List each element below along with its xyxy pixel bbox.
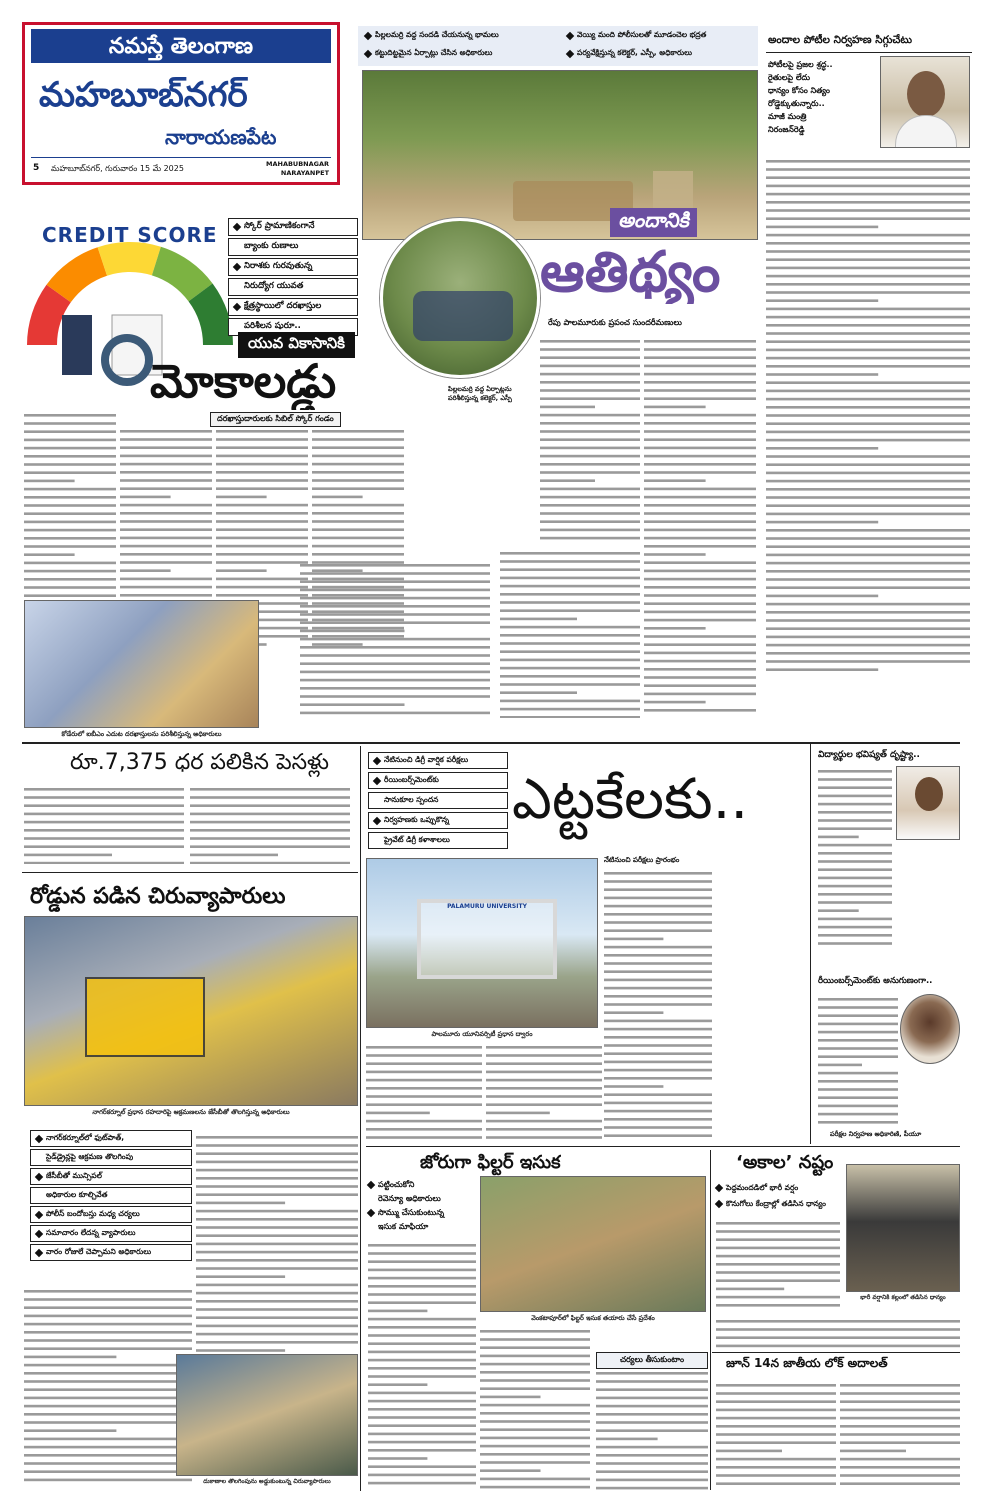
- beauty-story-col-2: [644, 336, 756, 716]
- beauty-headline: ఆతిథ్యం: [540, 240, 721, 304]
- paddy-bullet-3: ధాన్యం కోసం నిత్యం: [768, 86, 830, 95]
- degree-bullet-2: రీయింబర్స్‌మెంట్‌కు: [368, 772, 508, 789]
- official-photo-2: [900, 994, 960, 1064]
- students-title: విద్యార్థుల భవిష్యత్‌ దృష్ట్యా..: [818, 750, 920, 760]
- masthead-brand: నమస్తే తెలంగాణ: [31, 29, 331, 63]
- niranjan-reddy-photo: [880, 56, 970, 148]
- sand-bullet-2: రెవెన్యూ అధికారులు: [378, 1194, 441, 1203]
- security-story: [300, 560, 490, 720]
- students-sub: రీయింబర్స్‌మెంట్‌కు అనుగుణంగా..: [818, 976, 933, 986]
- jcb-demolition-photo: [24, 916, 358, 1106]
- credit-bullet-1: స్కోర్‌ ప్రామాణికంగానే: [228, 218, 358, 236]
- filter-sand-photo: [480, 1176, 706, 1312]
- vendors-bullet-7: వారం రోజులే చెప్పామని అధికారులు: [30, 1244, 192, 1261]
- masthead-edition: మహబూబ్‌నగర్: [39, 75, 248, 115]
- sand-box: చర్యలు తీసుకుంటాం: [596, 1352, 708, 1369]
- vendors-bullet-1: నాగర్‌కర్నూల్‌లో ఫుట్‌పాత్‌,: [30, 1130, 192, 1147]
- sand-photo-caption: వెంకటాపూర్‌లో ఫిల్టర్‌ ఇసుక తయారు చేసే ప్రదేశం: [531, 1314, 655, 1322]
- paddy-bullet-6: నిరంజన్‌రెడ్డి: [768, 125, 805, 134]
- paddy-bullet-2: రైతులపై లేదు: [768, 73, 810, 82]
- kodair-inspection-photo: [24, 600, 259, 728]
- beauty-subline: రేపు పాలమూరుకు ప్రపంచ సుందరీమణులు: [548, 318, 682, 327]
- vendors-col-2: [24, 1286, 192, 1486]
- rain-bullet-2: కొనుగోలు కేంద్రాల్లో తడిసిన ధాన్యం: [716, 1196, 936, 1212]
- degree-bullet-4: నిర్వహణకు ఒప్పుకొన్న: [368, 812, 508, 829]
- credit-kicker: యువ వికాసానికి: [238, 332, 355, 358]
- palamuru-university-photo: [366, 858, 598, 1028]
- students-col-1: [818, 766, 892, 946]
- dateline: మహబూబ్‌నగర్, గురువారం 15 మే 2025: [51, 164, 184, 173]
- adalat-col-2: [840, 1380, 960, 1490]
- beauty-story-col-3: [500, 548, 640, 718]
- top-bullets: [358, 26, 758, 66]
- credit-bullet-3: నిరాశకు గురవుతున్న: [228, 258, 358, 276]
- degree-bullets: [368, 752, 508, 852]
- sand-bullet-1: పట్టించుకోని: [368, 1178, 478, 1192]
- masthead: [22, 22, 340, 185]
- vendors-headline: రోడ్డున పడిన చిరువ్యాపారులు: [30, 883, 286, 909]
- adalat-col-1: [716, 1380, 836, 1490]
- degree-bullet-1: నేటినుంచి డిగ్రీ వార్షిక పరీక్షలు: [368, 752, 508, 769]
- credit-strap: దరఖాస్తుదారులకు సిబిల్‌ స్కోర్‌ గండం: [210, 412, 341, 427]
- vendors-col-1: [196, 1132, 358, 1362]
- credit-photo-caption: కోడేరులో ఐబీఎం ఎదుట దరఖాస్తులను పరిశీలిస్తున్న అధికారులు: [61, 730, 222, 738]
- sand-bullet-3: సొమ్ము చేసుకుంటున్న: [368, 1206, 478, 1220]
- sand-col-2: [480, 1326, 590, 1490]
- degree-col-2: [486, 1042, 602, 1142]
- sand-bullet-4: ఇసుక మాఫియా: [378, 1222, 429, 1231]
- vendors-bullet-3: జేసీబీతో మున్సిపల్‌: [30, 1168, 192, 1185]
- credit-bullets: [228, 218, 358, 338]
- rain-col-2: [716, 1316, 960, 1348]
- sand-bullets: [368, 1178, 478, 1234]
- vendors-bullet-6: సమాచారం లేదన్న వ్యాపారులు: [30, 1225, 192, 1242]
- collector-inspection-photo: [380, 218, 540, 378]
- sand-col-1: [368, 1240, 476, 1490]
- credit-bullet-5: క్షేత్రస్థాయిలో దరఖాస్తుల: [228, 298, 358, 316]
- vendors-bullet-4: అధికారుల కూల్చివేత: [30, 1187, 192, 1204]
- page-number: 5: [33, 163, 40, 173]
- sand-col-3: [596, 1368, 708, 1490]
- beauty-tag: అందానికి: [610, 208, 697, 237]
- paddy-bullets: [768, 58, 878, 136]
- rain-col-1: [716, 1218, 840, 1314]
- beauty-story-col-1: [540, 336, 640, 544]
- sand-headline: జోరుగా ఫిల్టర్‌ ఇసుక: [420, 1152, 561, 1173]
- paddy-bullet-4: రోడ్డెక్కుతున్నారు..: [768, 99, 825, 108]
- beauty-photo-caption: పిల్లలమర్రి వద్ద ఏర్పాట్లను పరిశీలిస్తున్న కలెక్టర్‌, ఎస్పీ: [448, 385, 512, 402]
- paddy-bullet-1: పోటీలపై ప్రజల శ్రద్ధ..: [768, 60, 833, 69]
- official-photo-1: [896, 766, 960, 840]
- groundnut-headline: రూ.7,375 ధర పలికిన పెసళ్లు: [70, 750, 329, 775]
- edition-en-1: MAHABUBNAGAR: [266, 160, 329, 168]
- top-bullet-4: పర్యవేక్షిస్తున్న కలెక్టర్‌, ఎస్పీ, అధికారులు: [562, 46, 758, 61]
- degree-bullet-5: ప్రైవేట్‌ డిగ్రీ కళాశాలలు: [368, 832, 508, 849]
- degree-headline: ఎట్టకేలకు..: [512, 767, 749, 832]
- paddy-bullet-5: మాజీ మంత్రి: [768, 112, 807, 121]
- degree-col-3: [604, 868, 712, 1138]
- paddy-story-col-1: [766, 156, 970, 676]
- degree-bullet-3: సానుకూల స్పందన: [368, 792, 508, 809]
- vendors-photo-caption: నాగర్‌కర్నూల్‌ ప్రధాన రహదారిపై ఆక్రమణలను జేసీబీతో తొలగిస్తున్న అధికారులు: [92, 1108, 290, 1116]
- credit-bullet-4: నిరుద్యోగ యువత: [228, 278, 358, 296]
- paddy-title: అందాల పోటీల నిర్వహణ సిగ్గుచేటు: [768, 34, 913, 46]
- groundnut-col-2: [190, 784, 350, 864]
- masthead-sub-edition: నారాయణపేట: [165, 125, 277, 149]
- vendors-protest-photo: [176, 1354, 358, 1476]
- edition-en-2: NARAYANPET: [280, 169, 329, 177]
- credit-headline: మోకాలడ్డు: [150, 354, 337, 408]
- rain-photo-caption: భారీ వర్షానికి కల్లంలో తడిసిన ధాన్యం: [860, 1294, 946, 1301]
- rain-bullet-1: పెద్దమందడిలో భారీ వర్షం: [716, 1180, 936, 1196]
- vendors-bullet-5: పోలీస్‌ బందోబస్తు మధ్య చర్యలు: [30, 1206, 192, 1223]
- rain-headline: ‘అకాల’ నష్టం: [736, 1152, 834, 1173]
- vendors-photo2-caption: దుకాణాల తొలగింపును అడ్డుకుంటున్న చిరువ్యాపారులు: [203, 1478, 331, 1485]
- adalat-headline: జూన్‌ 14న జాతీయ లోక్‌ అదాలత్‌: [726, 1356, 888, 1370]
- students-caption2: పరీక్షల నిర్వహణ అధికారిణి, పీయూ: [830, 1130, 922, 1138]
- students-col-2: [818, 994, 898, 1124]
- vendors-bullets: [30, 1130, 192, 1263]
- degree-col-1: [366, 1042, 482, 1142]
- credit-bullet-6: పరిశీలన షురూ..: [228, 318, 358, 336]
- banyan-tree-photo: [362, 70, 758, 240]
- wet-paddy-photo: [846, 1164, 960, 1292]
- degree-sub-head: నేటినుంచి పరీక్షలు ప్రారంభం: [604, 856, 680, 864]
- degree-photo-caption: పాలమూరు యూనివర్సిటీ ప్రధాన ద్వారం: [431, 1030, 533, 1038]
- gate-sign: PALAMURU UNIVERSITY: [447, 903, 527, 910]
- credit-gauge-title: CREDIT SCORE: [42, 223, 218, 247]
- vendors-bullet-2: సైడ్‌డ్రైన్లపై ఆక్రమణ తొలగింపు: [30, 1149, 192, 1166]
- top-bullet-2: కట్టుదిట్టమైన ఏర్పాట్లు చేసిన అధికారులు: [360, 46, 560, 61]
- top-bullet-1: పిల్లలమర్రి వద్ద సందడి చేయనున్న భామలు: [360, 28, 560, 43]
- groundnut-col-1: [24, 784, 184, 864]
- credit-bullet-2: బ్యాంకు రుణాలు: [228, 238, 358, 256]
- top-bullet-3: వెయ్యి మంది పోలీసులతో మూడంచెల భద్రత: [562, 28, 758, 43]
